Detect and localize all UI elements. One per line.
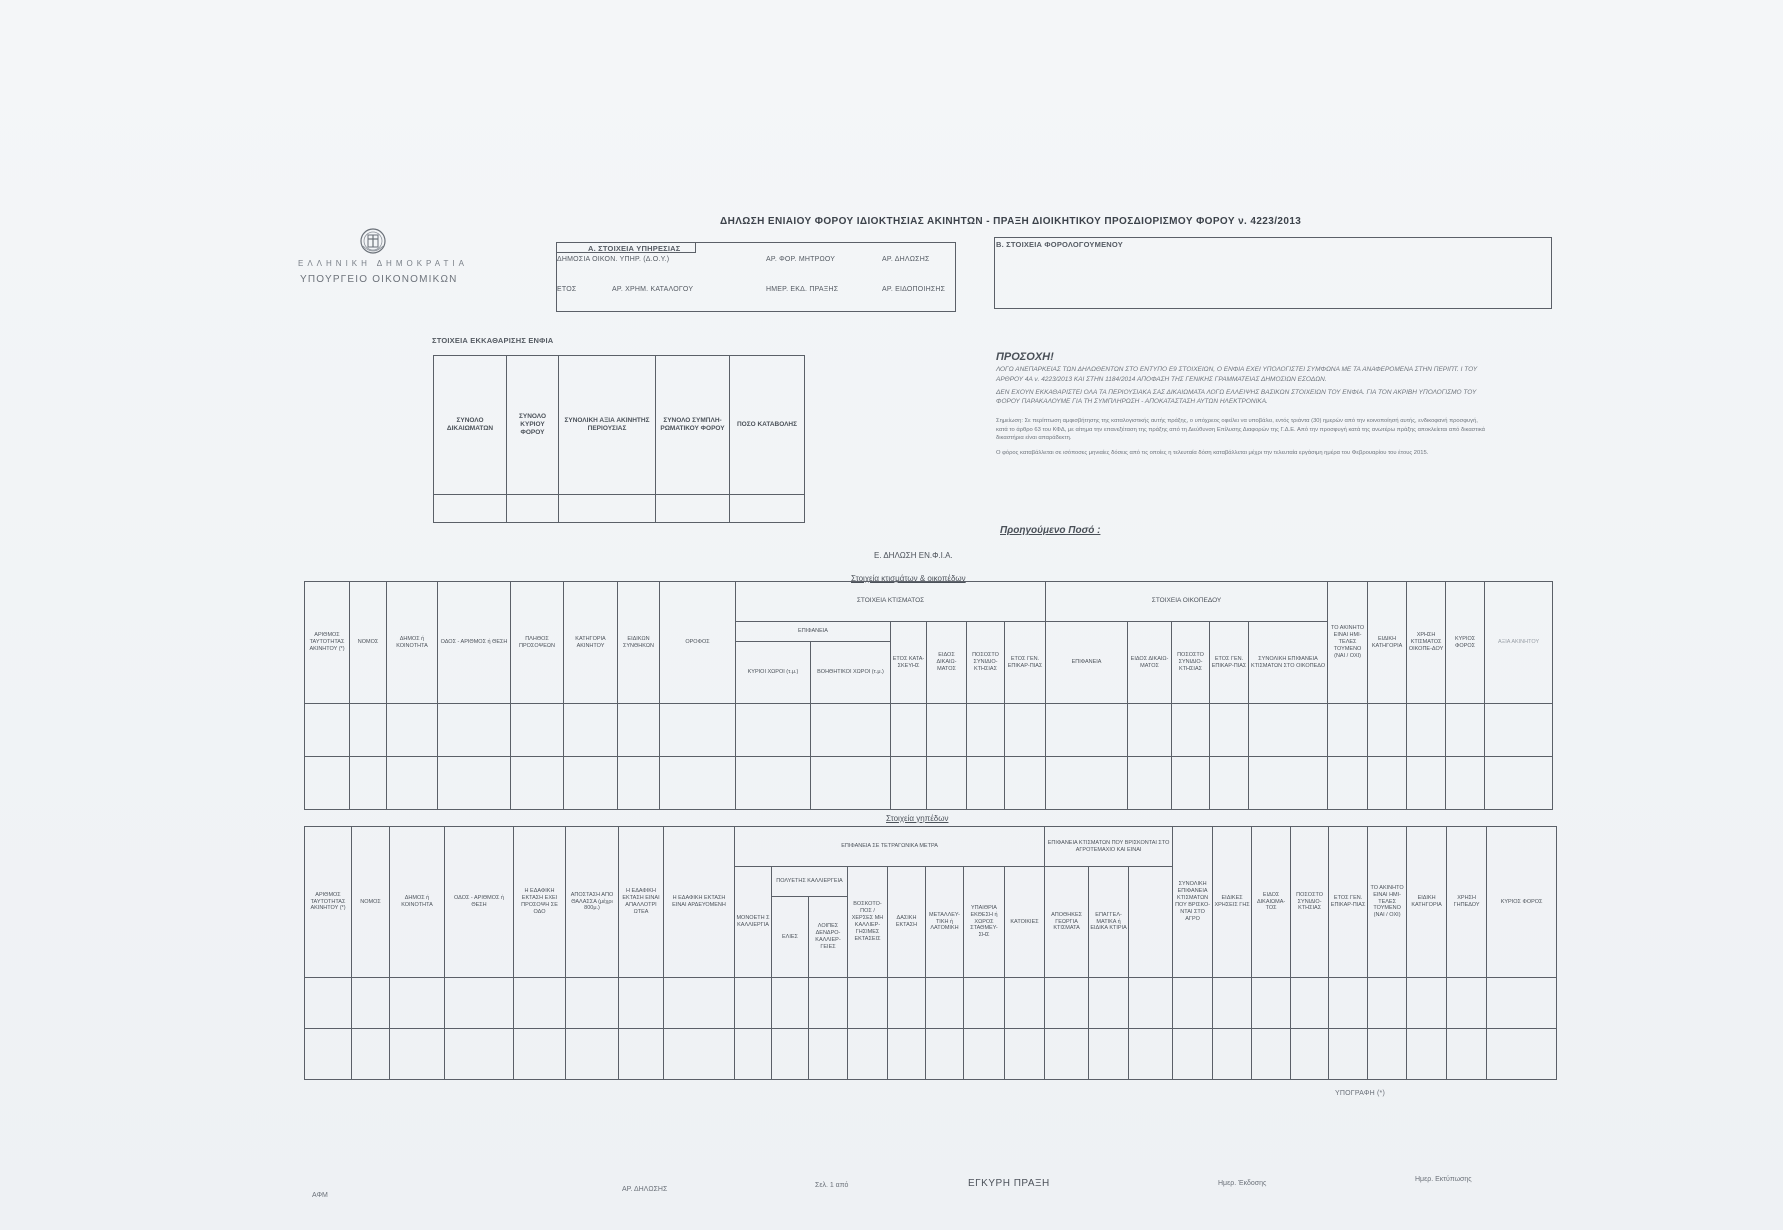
settlement-col-payment: ΠΟΣΟ ΚΑΤΑΒΟΛΗΣ <box>730 356 805 495</box>
f-cell <box>445 1029 514 1080</box>
b-cell <box>387 757 438 810</box>
f-cell <box>926 978 964 1029</box>
f-col-unbuilt: ΤΟ ΑΚΙΝΗΤΟ ΕΙΝΑΙ ΗΜΙ-ΤΕΛΕΣ ΤΟΥΜΕΝΟ (ΝΑΙ / ΟΧΙ) <box>1368 827 1407 978</box>
b-cell <box>660 704 736 757</box>
b-cell <box>1328 757 1368 810</box>
service-notice-label: ΑΡ. ΕΙΔΟΠΟΙΗΣΗΣ <box>882 286 946 293</box>
b-cell <box>967 704 1005 757</box>
b-col-id: ΑΡΙΘΜΟΣ ΤΑΥΤΟΤΗΤΑΣ ΑΚΙΝΗΤΟΥ (*) <box>305 582 350 704</box>
f-cell <box>1329 1029 1368 1080</box>
f-col-pct: ΠΟΣΟΣΤΟ ΣΥΝΙΔΙΟ-ΚΤΗΣΙΑΣ <box>1291 827 1329 978</box>
f-cell <box>848 978 888 1029</box>
f-cell <box>1252 978 1291 1029</box>
service-issue-date-label: ΗΜΕΡ. ΕΚΔ. ΠΡΑΞΗΣ <box>766 286 839 293</box>
warning-text <box>996 365 1486 461</box>
f-cell <box>964 978 1005 1029</box>
f-col-other: ΥΠΑΙΘΡΙΑ ΕΚΘΕΣΗ ή ΧΩΡΟΣ ΣΤΑΘΜΕΥ-ΣΗΣ <box>964 867 1005 978</box>
settlement-col-rights: ΣΥΝΟΛΟ ΔΙΚΑΙΩΜΑΤΩΝ <box>434 356 507 495</box>
f-col-id: ΑΡΙΘΜΟΣ ΤΑΥΤΟΤΗΤΑΣ ΑΚΙΝΗΤΟΥ (*) <box>305 827 352 978</box>
b-cell <box>1128 704 1172 757</box>
f-col-special-use: ΕΙΔΙΚΕΣ ΧΡΗΣΕΙΣ ΓΗΣ <box>1213 827 1252 978</box>
b-col-unbuilt: ΤΟ ΑΚΙΝΗΤΟ ΕΙΝΑΙ ΗΜΙ-ΤΕΛΕΣ ΤΟΥΜΕΝΟ (ΝΑΙ / ΟΧΙ) <box>1328 582 1368 704</box>
b-col-last: ΑΞΙΑ ΑΚΙΝΗΤΟΥ <box>1485 582 1553 704</box>
footer-page: Σελ. 1 από <box>815 1182 849 1189</box>
f-cell <box>1213 1029 1252 1080</box>
f-cell <box>664 1029 735 1080</box>
enfia-section-title: Ε. ΔΗΛΩΣΗ ΕΝ.Φ.Ι.Α. <box>874 551 953 560</box>
f-cell <box>390 1029 445 1080</box>
f-cell <box>1252 1029 1291 1080</box>
b-cell <box>350 704 387 757</box>
b-col-main: ΚΥΡΙΟΙ ΧΩΡΟΙ (τ.μ.) <box>736 642 811 704</box>
b-cell <box>1172 757 1210 810</box>
b-cell <box>511 704 564 757</box>
f-cell <box>1005 1029 1045 1080</box>
f-cell <box>1447 978 1487 1029</box>
f-cell <box>1045 978 1089 1029</box>
service-year-label: ΕΤΟΣ <box>557 286 577 293</box>
f-col-irrigated: Η ΕΔΑΦΙΚΗ ΕΚΤΑΣΗ ΕΙΝΑΙ ΑΡΔΕΥΟΜΕΝΗ <box>664 827 735 978</box>
b-cell <box>1368 704 1407 757</box>
b-col-pct: ΠΟΣΟΣΤΟ ΣΥΝΙΔΙΟ-ΚΤΗΣΙΑΣ <box>967 622 1005 704</box>
f-col-special-cat: ΕΙΔΙΚΗ ΚΑΤΗΓΟΡΙΑ <box>1407 827 1447 978</box>
service-doy-label: ΔΗΜΟΣΙΑ ΟΙΚΟΝ. ΥΠΗΡ. (Δ.Ο.Υ.) <box>557 256 670 263</box>
b-cell <box>927 704 967 757</box>
warning-installments: Ο φόρος καταβάλλεται σε ισόποσες μηνιαίες δόσεις από τις οποίες η τελευταία δόση καταβάλλεται μέχρι την τελευταία εργάσιμη ημέρα του Φεβρουαρίου του έτους 2015. <box>996 450 1429 457</box>
f-col-other-trees: ΛΟΙΠΕΣ ΔΕΝΔΡΟ-ΚΑΛΛΙΕΡ-ΓΕΙΕΣ <box>809 897 848 978</box>
b-cell <box>811 757 891 810</box>
b-cell <box>1485 757 1553 810</box>
f-cell <box>1173 1029 1213 1080</box>
f-cell <box>809 1029 848 1080</box>
f-cell <box>735 1029 772 1080</box>
b-col-floor: ΟΡΟΦΟΣ <box>660 582 736 704</box>
b-cell <box>967 757 1005 810</box>
f-cell <box>1447 1029 1487 1080</box>
footer-afm: ΑΦΜ <box>312 1192 328 1199</box>
settlement-col-main-tax: ΣΥΝΟΛΟ ΚΥΡΙΟΥ ΦΟΡΟΥ <box>507 356 559 495</box>
b-col-dimos: ΔΗΜΟΣ ή ΚΟΙΝΟΤΗΤΑ <box>387 582 438 704</box>
f-cell <box>445 978 514 1029</box>
b-cell <box>1005 757 1046 810</box>
f-cell <box>1173 978 1213 1029</box>
f-cell <box>888 1029 926 1080</box>
f-cell <box>1407 1029 1447 1080</box>
f-col-road: Η ΕΔΑΦΙΚΗ ΕΚΤΑΣΗ ΕΧΕΙ ΠΡΟΣΟΨΗ ΣΕ ΟΔΟ <box>514 827 566 978</box>
f-cell <box>1291 978 1329 1029</box>
footer-declaration-no: ΑΡ. ΔΗΛΩΣΗΣ <box>622 1186 668 1193</box>
b-cell <box>736 757 811 810</box>
b-cell <box>811 704 891 757</box>
service-title: Α. ΣΤΟΙΧΕΙΑ ΥΠΗΡΕΣΙΑΣ <box>588 244 681 253</box>
f-cell <box>1089 978 1129 1029</box>
b-col-gen: ΕΤΟΣ ΓΕΝ. ΕΠΙΚΑΡ-ΠΙΑΣ <box>1005 622 1046 704</box>
b-cell <box>1172 704 1210 757</box>
b-cell <box>1407 757 1446 810</box>
b-col-odos: ΟΔΟΣ - ΑΡΙΘΜΟΣ ή ΘΕΣΗ <box>438 582 511 704</box>
f-cell <box>514 1029 566 1080</box>
b-cell <box>660 757 736 810</box>
f-col-pasture: ΒΟΣΚΟΤΟ-ΠΟΣ / ΧΕΡΣΕΣ ΜΗ ΚΑΛΛΙΕΡ-ΓΗΣΙΜΕΣ ΕΚΤΑΣΕΙΣ <box>848 867 888 978</box>
b-col-plot-pct: ΠΟΣΟΣΤΟ ΣΥΝΙΔΙΟ-ΚΤΗΣΙΑΣ <box>1172 622 1210 704</box>
b-col-category: ΚΑΤΗΓΟΡΙΑ ΑΚΙΝΗΤΟΥ <box>564 582 618 704</box>
b-cell <box>1210 757 1249 810</box>
f-cell <box>1487 1029 1557 1080</box>
warning-note: Σημείωση: Σε περίπτωση αμφισβήτησης της καταλογιστικής αυτής πράξης, ο υπόχρεος οφείλει να υποβάλει, εντός τριάντα (30) ημερών από την κοινοποίησή αυτής, ενδικοφανή προσφυγή, κατά το άρθρο 63 του ΚΦΔ, με αίτημα την επανεξέταση της πράξης από τη Διεύθυνση Επίλυσης Διαφορών της Γ.Δ.Ε. Από την προσφυγή κατά της ανωτέρω πράξης αποκλείεται από δικαστικά δικαστήρια είναι απαράδεκτη. <box>996 418 1486 442</box>
f-cell <box>305 978 352 1029</box>
f-cell <box>664 978 735 1029</box>
f-cell <box>888 978 926 1029</box>
b-group-area: ΕΠΙΦΑΝΕΙΑ <box>736 622 891 642</box>
settlement-col-supplementary: ΣΥΝΟΛΟ ΣΥΜΠΛΗ-ΡΩΜΑΤΙΚΟΥ ΦΟΡΟΥ <box>656 356 730 495</box>
f-cell <box>735 978 772 1029</box>
b-col-use: ΧΡΗΣΗ ΚΤΙΣΜΑΤΟΣ ΟΙΚΟΠΕ-ΔΟΥ <box>1407 582 1446 704</box>
f-cell <box>390 978 445 1029</box>
footer-print-date: Ημερ. Εκτύπωσης <box>1415 1176 1472 1183</box>
f-cell <box>772 978 809 1029</box>
page-title: ΔΗΛΩΣΗ ΕΝΙΑΙΟΥ ΦΟΡΟΥ ΙΔΙΟΚΤΗΣΙΑΣ ΑΚΙΝΗΤΩΝ - ΠΡΑΞΗ ΔΙΟΙΚΗΤΙΚΟΥ ΠΡΟΣΔΙΟΡΙΣΜΟΥ ΦΟΡΟΥ ν. 4223/2013 <box>720 216 1302 227</box>
taxpayer-title: Β. ΣΤΟΙΧΕΙΑ ΦΟΡΟΛΟΓΟΥΜΕΝΟΥ <box>996 240 1123 249</box>
b-cell <box>618 704 660 757</box>
b-cell <box>387 704 438 757</box>
b-cell <box>891 704 927 757</box>
settlement-value-cell <box>507 495 559 523</box>
settlement-table <box>433 355 805 523</box>
f-cell <box>1045 1029 1089 1080</box>
warning-paragraph-2: ΔΕΝ ΕΧΟΥΝ ΕΚΚΑΘΑΡΙΣΤΕΙ ΟΛΑ ΤΑ ΠΕΡΙΟΥΣΙΑΚΑ ΣΑΣ ΔΙΚΑΙΩΜΑΤΑ ΛΟΓΩ ΕΛΛΕΙΨΗΣ ΒΑΣΙΚΩΝ ΣΤΟΙΧΕΙΩΝ ΤΟΥ ΕΝΦΙΑ. ΓΙΑ ΤΟΝ ΑΚΡΙΒΗ ΥΠΟΛΟΓΙΣΜΟ ΤΟΥ ΦΟΡΟΥ ΠΑΡΑΚΑΛΟΥΜΕ ΓΙΑ ΤΗ ΣΥΜΠΛΗΡΩΣΗ - ΑΠΟΚΑΤΑΣΤΑΣΗ ΑΥΤΩΝ ΗΛΕΚΤΡΟΝΙΚΑ. <box>996 388 1477 406</box>
f-col-total: ΣΥΝΟΛΙΚΗ ΕΠΙΦΑΝΕΙΑ ΚΤΙΣΜΑΤΩΝ ΠΟΥ ΒΡΙΣΚΟ-ΝΤΑΙ ΣΤΟ ΑΓΡΟ <box>1173 827 1213 978</box>
f-cell <box>566 978 619 1029</box>
b-col-special-cat: ΕΙΔΙΚΗ ΚΑΤΗΓΟΡΙΑ <box>1368 582 1407 704</box>
f-cell <box>1487 978 1557 1029</box>
b-cell <box>564 704 618 757</box>
state-name: ΕΛΛΗΝΙΚΗ ΔΗΜΟΚΡΑΤΙΑ <box>298 259 468 268</box>
warning-paragraph-1: ΛΟΓΩ ΑΝΕΠΑΡΚΕΙΑΣ ΤΩΝ ΔΗΛΩΘΕΝΤΩΝ ΣΤΟ ΕΝΤΥΠΟ Ε9 ΣΤΟΙΧΕΙΩΝ, Ο ΕΝΦΙΑ ΕΧΕΙ ΥΠΟΛΟΓΙΣΤΕΙ ΣΥΜΦΩΝΑ ΜΕ ΤΑ ΑΝΑΦΕΡΟΜΕΝΑ ΣΤΗΝ ΠΕΡΙΠΤ. Ι ΤΟΥ ΑΡΘΡΟΥ 4Α ν. 4223/2013 ΚΑΙ ΣΤΗΝ 1184/2014 ΑΠΟΦΑΣΗ ΤΗΣ ΓΕΝΙΚΗΣ ΓΡΑΜΜΑΤΕΙΑΣ ΔΗΜΟΣΙΩΝ ΕΣΟΔΩΝ. <box>996 366 1478 383</box>
f-cell <box>1089 1029 1129 1080</box>
b-col-plot-total: ΣΥΝΟΛΙΚΗ ΕΠΙΦΑΝΕΙΑ ΚΤΙΣΜΑΤΩΝ ΣΤΟ ΟΙΚΟΠΕΔΟ <box>1249 622 1328 704</box>
settlement-title: ΣΤΟΙΧΕΙΑ ΕΚΚΑΘΑΡΙΣΗΣ ΕΝΦΙΑ <box>432 336 554 345</box>
f-col-professional: ΕΠΑΓΓΕΛ-ΜΑΤΙΚΑ ή ΕΙΔΙΚΑ ΚΤΙΡΙΑ <box>1089 867 1129 978</box>
f-col-use: ΧΡΗΣΗ ΓΗΠΕΔΟΥ <box>1447 827 1487 978</box>
fields-table <box>304 826 1557 1080</box>
f-cell <box>619 978 664 1029</box>
f-cell <box>305 1029 352 1080</box>
b-group-building: ΣΤΟΙΧΕΙΑ ΚΤΙΣΜΑΤΟΣ <box>736 582 1046 622</box>
warning-title: ΠΡΟΣΟΧΗ! <box>996 351 1054 363</box>
f-col-sea: ΑΠΟΣΤΑΣΗ ΑΠΟ ΘΑΛΑΣΣΑ (μέχρι 800μ.) <box>566 827 619 978</box>
f-col-dimos: ΔΗΜΟΣ ή ΚΟΙΝΟΤΗΤΑ <box>390 827 445 978</box>
b-col-plot-area: ΕΠΙΦΑΝΕΙΑ <box>1046 622 1128 704</box>
f-cell <box>1368 1029 1407 1080</box>
f-col-annual: ΜΟΝΟΕΤΗ Σ ΚΑΛΛΙΕΡΓΙΑ <box>735 867 772 978</box>
f-col-olives: ΕΛΙΕΣ <box>772 897 809 978</box>
buildings-title: Στοιχεία κτισμάτων & οικοπέδων <box>851 574 966 583</box>
f-cell <box>848 1029 888 1080</box>
f-col-mixed: ΜΕΤΑΛΛΕΥ-ΤΙΚΗ ή ΛΑΤΟΜΙΚΗ <box>926 867 964 978</box>
f-col-expropriated: Η ΕΔΑΦΙΚΗ ΕΚΤΑΣΗ ΕΙΝΑΙ ΑΠΑΛΛΟΤΡΙ ΩΤΕΑ <box>619 827 664 978</box>
b-col-main-tax: ΚΥΡΙΟΣ ΦΟΡΟΣ <box>1446 582 1485 704</box>
f-group-buildings: ΕΠΙΦΑΝΕΙΑ ΚΤΙΣΜΑΤΩΝ ΠΟΥ ΒΡΙΣΚΟΝΤΑΙ ΣΤΟ ΑΓΡΟΤΕΜΑΧΙΟ ΚΑΙ ΕΙΝΑΙ <box>1045 827 1173 867</box>
b-cell <box>438 757 511 810</box>
b-cell <box>1128 757 1172 810</box>
f-col-kind: ΕΙΔΟΣ ΔΙΚΑΙΩΜΑ-ΤΟΣ <box>1252 827 1291 978</box>
b-cell <box>1046 757 1128 810</box>
f-cell <box>1407 978 1447 1029</box>
settlement-value-cell <box>730 495 805 523</box>
f-cell <box>619 1029 664 1080</box>
b-col-year: ΕΤΟΣ ΚΑΤΑ-ΣΚΕΥΗΣ <box>891 622 927 704</box>
buildings-table <box>304 581 1553 810</box>
b-col-nomos: ΝΟΜΟΣ <box>350 582 387 704</box>
f-cell <box>1129 1029 1173 1080</box>
f-group-perennial: ΠΟΛΥΕΤΗΣ ΚΑΛΛΙΕΡΓΕΙΑ <box>772 867 848 897</box>
ministry-name: ΥΠΟΥΡΓΕΙΟ ΟΙΚΟΝΟΜΙΚΩΝ <box>300 274 458 285</box>
b-col-plot-gen: ΕΤΟΣ ΓΕΝ. ΕΠΙΚΑΡ-ΠΙΑΣ <box>1210 622 1249 704</box>
f-cell <box>352 978 390 1029</box>
b-cell <box>1446 704 1485 757</box>
b-group-plot: ΣΤΟΙΧΕΙΑ ΟΙΚΟΠΕΔΟΥ <box>1046 582 1328 622</box>
f-cell <box>772 1029 809 1080</box>
b-cell <box>1328 704 1368 757</box>
b-cell <box>438 704 511 757</box>
settlement-value-cell <box>656 495 730 523</box>
b-cell <box>1249 704 1328 757</box>
b-cell <box>1446 757 1485 810</box>
greek-emblem-icon <box>358 226 388 256</box>
service-list-label: ΑΡ. ΧΡΗΜ. ΚΑΤΑΛΟΓΟΥ <box>612 286 694 293</box>
b-cell <box>564 757 618 810</box>
f-cell <box>809 978 848 1029</box>
f-col-forest: ΔΑΣΙΚΗ ΕΚΤΑΣΗ <box>888 867 926 978</box>
footer-issue-date: Ημερ. Έκδοσης <box>1218 1180 1267 1187</box>
settlement-col-total-value: ΣΥΝΟΛΙΚΗ ΑΞΙΑ ΑΚΙΝΗΤΗΣ ΠΕΡΙΟΥΣΙΑΣ <box>559 356 656 495</box>
footer-valid-act: ΕΓΚΥΡΗ ΠΡΑΞΗ <box>968 1178 1050 1189</box>
b-col-special: ΕΙΔΙΚΩΝ ΣΥΝΘΗΚΩΝ <box>618 582 660 704</box>
b-cell <box>1407 704 1446 757</box>
b-cell <box>1249 757 1328 810</box>
f-col-storage: ΑΠΟΘΗΚΕΣ ΓΕΩΡΓΙΑ ΚΤΙΣΜΑΤΑ <box>1045 867 1089 978</box>
b-col-kind: ΕΙΔΟΣ ΔΙΚΑΙΩ-ΜΑΤΟΣ <box>927 622 967 704</box>
f-col-main-tax: ΚΥΡΙΟΣ ΦΟΡΟΣ <box>1487 827 1557 978</box>
settlement-value-cell <box>559 495 656 523</box>
f-cell <box>352 1029 390 1080</box>
f-cell <box>1005 978 1045 1029</box>
b-cell <box>736 704 811 757</box>
b-cell <box>350 757 387 810</box>
f-cell <box>1129 978 1173 1029</box>
service-declaration-label: ΑΡ. ΔΗΛΩΣΗΣ <box>882 256 930 263</box>
b-cell <box>1485 704 1553 757</box>
b-cell <box>305 704 350 757</box>
f-cell <box>926 1029 964 1080</box>
f-cell <box>1213 978 1252 1029</box>
signature-label: ΥΠΟΓΡΑΦΗ (*) <box>1335 1090 1386 1097</box>
f-col-residence: ΚΑΤΟΙΚΙΕΣ <box>1005 867 1045 978</box>
b-col-fronts: ΠΛΗΘΟΣ ΠΡΟΣΟΨΕΩΝ <box>511 582 564 704</box>
service-registry-label: ΑΡ. ΦΟΡ. ΜΗΤΡΩΟΥ <box>766 256 836 263</box>
b-cell <box>305 757 350 810</box>
settlement-value-cell <box>434 495 507 523</box>
f-cell <box>514 978 566 1029</box>
b-cell <box>1046 704 1128 757</box>
b-cell <box>1005 704 1046 757</box>
f-col-odos: ΟΔΟΣ - ΑΡΙΘΜΟΣ ή ΘΕΣΗ <box>445 827 514 978</box>
b-col-aux: ΒΟΗΘΗΤΙΚΟΙ ΧΩΡΟΙ (τ.μ.) <box>811 642 891 704</box>
b-cell <box>1210 704 1249 757</box>
fields-title: Στοιχεία γηπέδων <box>886 814 949 823</box>
b-cell <box>927 757 967 810</box>
f-group-area: ΕΠΙΦΑΝΕΙΑ ΣΕ ΤΕΤΡΑΓΩΝΙΚΑ ΜΕΤΡΑ <box>735 827 1045 867</box>
f-col-gen: ΕΤΟΣ ΓΕΝ. ΕΠΙΚΑΡ-ΠΙΑΣ <box>1329 827 1368 978</box>
b-cell <box>1368 757 1407 810</box>
f-cell <box>1368 978 1407 1029</box>
f-cell <box>1329 978 1368 1029</box>
f-col-nomos: ΝΟΜΟΣ <box>352 827 390 978</box>
f-cell <box>1291 1029 1329 1080</box>
f-cell <box>964 1029 1005 1080</box>
f-cell <box>566 1029 619 1080</box>
previous-amount-label: Προηγούμενο Ποσό : <box>1000 525 1101 536</box>
b-cell <box>511 757 564 810</box>
b-cell <box>618 757 660 810</box>
b-cell <box>891 757 927 810</box>
b-col-plot-kind: ΕΙΔΟΣ ΔΙΚΑΙΩ-ΜΑΤΟΣ <box>1128 622 1172 704</box>
